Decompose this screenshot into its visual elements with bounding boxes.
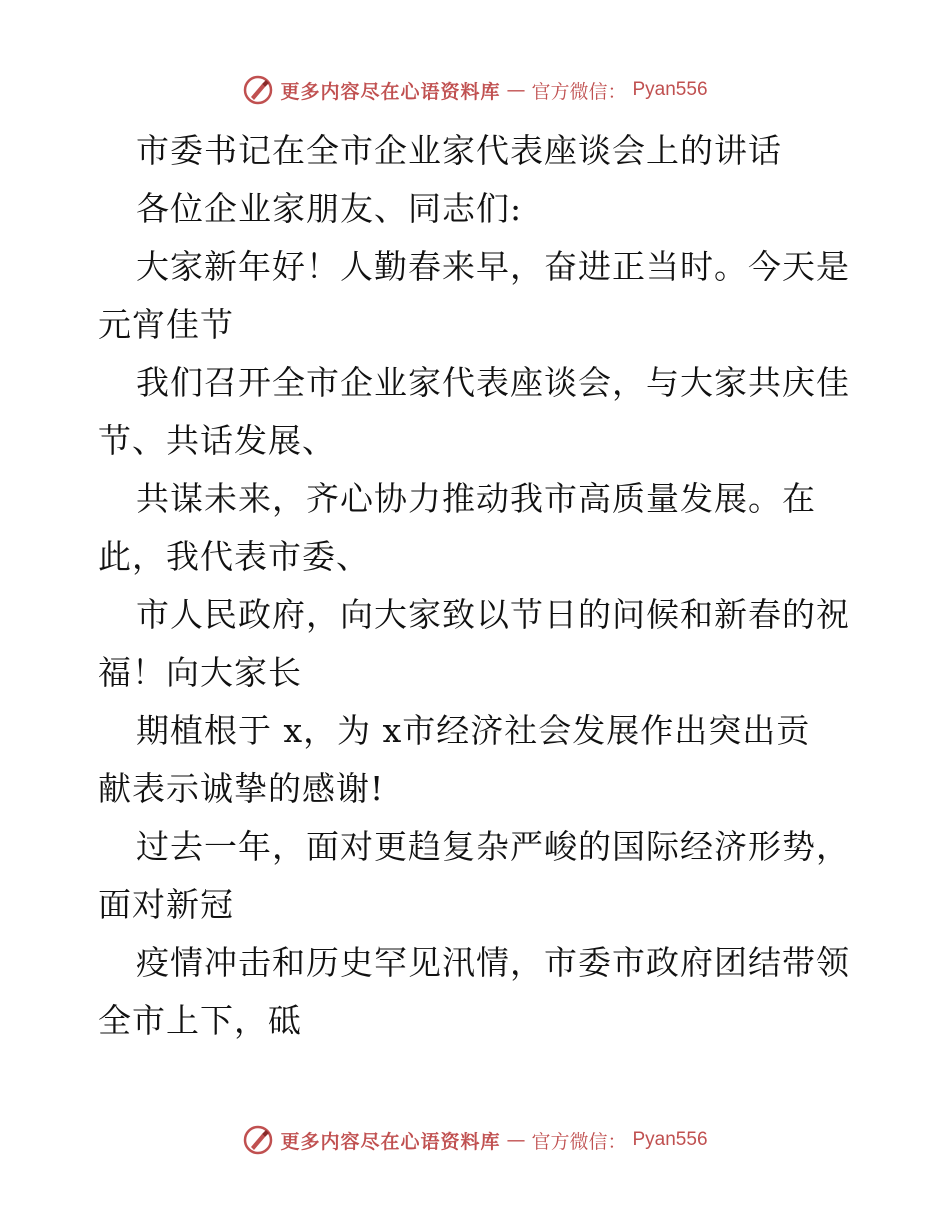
document-title: 市委书记在全市企业家代表座谈会上的讲话 <box>136 131 782 170</box>
salutation: 各位企业家朋友、同志们: <box>136 189 523 228</box>
paragraph-line: 大家新年好！人勤春来早，奋进正当时。今天是 <box>136 247 850 286</box>
watermark-main-text: 更多内容尽在心语资料库 <box>280 80 501 103</box>
watermark-footer <box>0 1122 950 1158</box>
watermark-separator: — <box>506 79 526 101</box>
pen-logo-icon <box>242 74 274 106</box>
paragraph-line: 面对新冠 <box>98 885 234 924</box>
paragraph-line: 元宵佳节 <box>98 305 234 344</box>
paragraph-line: 共谋未来，齐心协力推动我市高质量发展。在 <box>136 479 816 518</box>
paragraph-line: 全市上下，砥 <box>98 1001 302 1040</box>
paragraph-line: 过去一年，面对更趋复杂严峻的国际经济形势， <box>136 827 850 866</box>
paragraph-line: 我们召开全市企业家代表座谈会，与大家共庆佳 <box>136 363 850 402</box>
watermark-label: 官方微信： <box>531 1130 627 1153</box>
paragraph-line: 此，我代表市委、 <box>98 537 370 576</box>
paragraph-line: 疫情冲击和历史罕见汛情，市委市政府团结带领 <box>136 943 850 982</box>
pen-logo-icon <box>242 1124 274 1156</box>
document-body <box>98 122 858 1050</box>
watermark-header <box>0 72 950 108</box>
watermark-wechat-id: Pyan556 <box>632 1129 708 1150</box>
watermark-separator: — <box>506 1129 526 1151</box>
paragraph-line: 期植根于 x，为 x市经济社会发展作出突出贡 <box>136 711 811 750</box>
paragraph-line: 献表示诚挚的感谢! <box>98 769 385 808</box>
paragraph-line: 福！向大家长 <box>98 653 302 692</box>
watermark-main-text: 更多内容尽在心语资料库 <box>280 1130 501 1153</box>
watermark-wechat-id: Pyan556 <box>632 79 708 100</box>
paragraph-line: 节、共话发展、 <box>98 421 336 460</box>
paragraph-line: 市人民政府，向大家致以节日的问候和新春的祝 <box>136 595 850 634</box>
watermark-label: 官方微信： <box>531 80 627 103</box>
